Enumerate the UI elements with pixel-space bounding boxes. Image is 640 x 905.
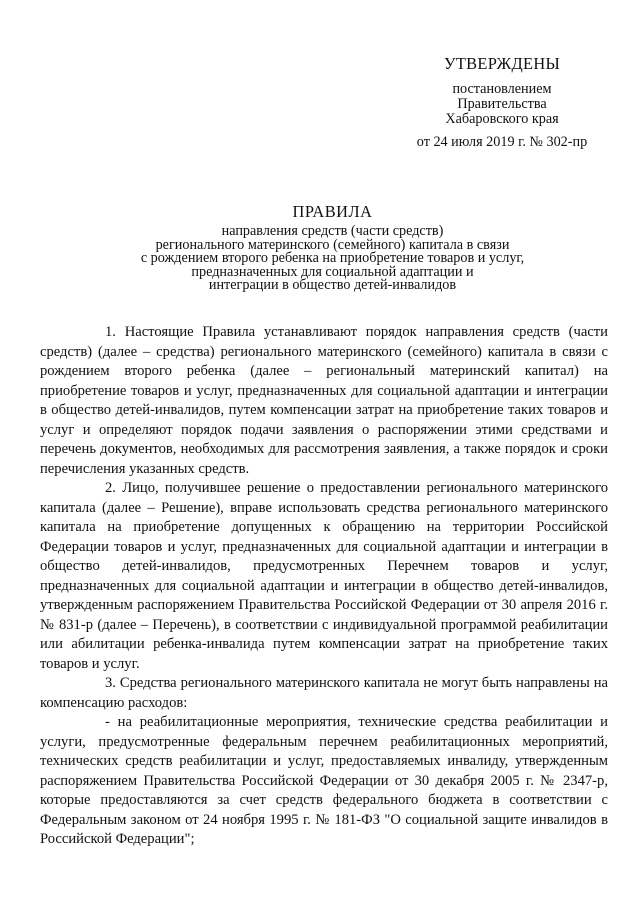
rules-subtitle-line: с рождением второго ребенка на приобретение товаров и услуг,: [140, 250, 525, 267]
approval-date: от 24 июля 2019 г. № 302-пр: [416, 134, 588, 150]
approval-block: [392, 56, 612, 150]
paragraph-3-item: - на реабилитационные мероприятия, технические средства реабилитации и услуги, предусмотренные федеральным перечнем реабилитационных мероприятий, технических средств реабилитации и услуг, предоставляемых инвалиду, утвержденным распоряжением Правительства Российской Федерации от 30 декабря 2005 г. № 2347-р, которые предоставляются за счет средств федерального бюджета в соответствии с Федеральным законом от 24 ноября 1995 г. № 181-ФЗ "О социальной защите инвалидов в Российской Федерации";: [40, 714, 608, 847]
approval-line: Правительства: [457, 96, 547, 112]
paragraph-2: 2. Лицо, получившее решение о предоставлении регионального материнского капитала (далее – Решение), вправе использовать средства регионального материнского капитала на приобретение допущенных к обращению на территории Российской Федерации товаров и услуг, предназначенных для социальной адаптации и интеграции в общество детей-инвалидов, предусмотренных Перечнем товаров и услуг, предназначенных для социальной адаптации и интеграции в общество детей-инвалидов, утвержденным распоряжением Правительства Российской Федерации от 30 апреля 2016 г. № 831-р (далее – Перечень), в соответствии с индивидуальной программой реабилитации или абилитации ребенка-инвалида путем компенсации затрат на приобретение таких товаров и услуг.: [40, 480, 608, 672]
rules-title: ПРАВИЛА: [292, 202, 373, 221]
rules-title-block: [40, 202, 625, 294]
rules-subtitle-line: предназначенных для социальной адаптации и: [191, 263, 474, 280]
approval-line: Хабаровского края: [445, 111, 559, 127]
rules-subtitle-line: регионального материнского (семейного) капитала в связи: [155, 236, 510, 253]
rules-subtitle-line: направления средств (части средств): [221, 223, 444, 240]
rules-subtitle-line: интеграции в общество детей-инвалидов: [208, 277, 457, 294]
rules-body: [40, 323, 608, 850]
paragraph-3: 3. Средства регионального материнского капитала не могут быть направлены на компенсацию расходов:: [40, 675, 608, 711]
approval-line: постановлением: [452, 81, 552, 97]
approval-heading: УТВЕРЖДЕНЫ: [443, 54, 561, 73]
paragraph-1: 1. Настоящие Правила устанавливают порядок направления средств (части средств) (далее – средства) регионального материнского (семейного) капитала в связи с рождением второго ребенка (далее – региональный материнский капитал) на приобретение товаров и услуг, предназначенных для социальной адаптации и интеграции в общество детей-инвалидов, путем компенсации затрат на приобретение таких товаров и услуг и определяют порядок подачи заявления о распоряжении этими средствами и перечень документов, необходимых для рассмотрения заявления, а также порядок и сроки перечисления указанных средств.: [40, 324, 608, 477]
